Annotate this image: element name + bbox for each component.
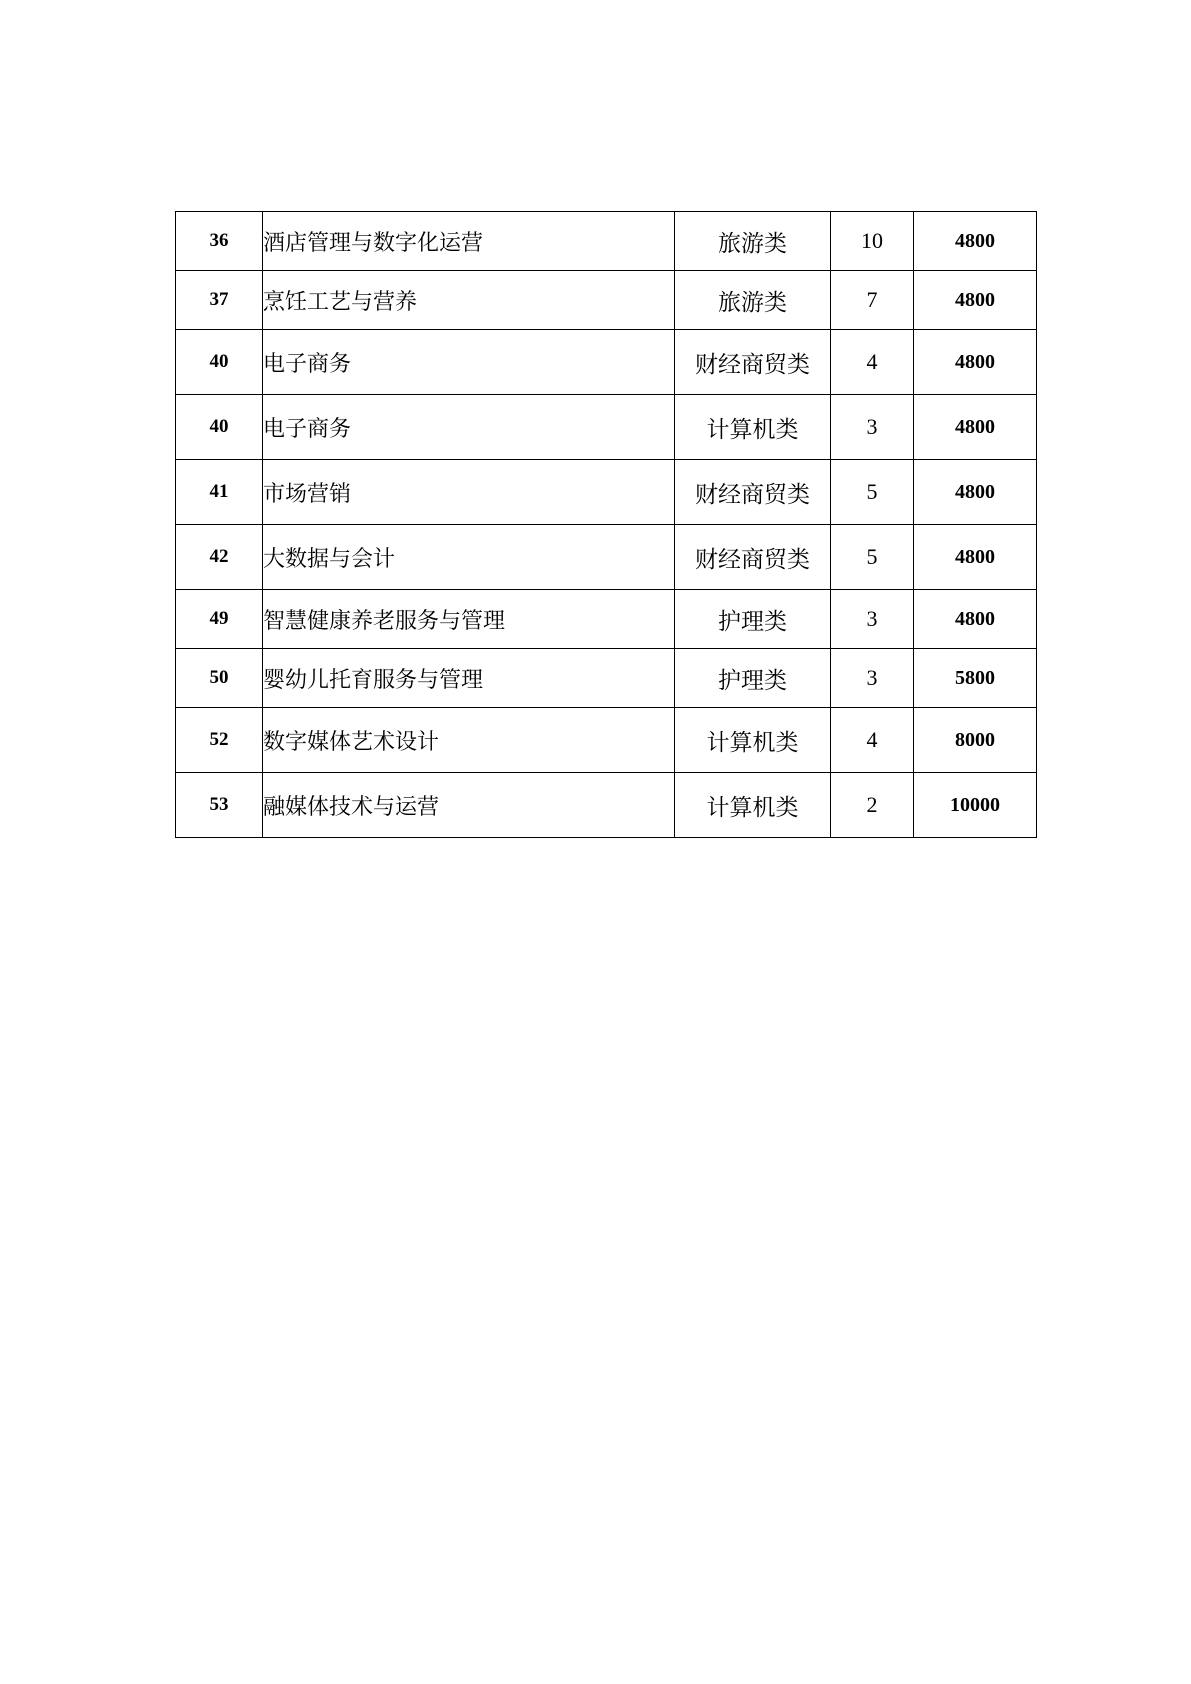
- tuition-fee: 4800: [914, 590, 1037, 649]
- major-category: 财经商贸类: [675, 330, 831, 395]
- tuition-fee: 8000: [914, 708, 1037, 773]
- row-number: 40: [176, 330, 263, 395]
- major-name: 婴幼儿托育服务与管理: [263, 649, 675, 708]
- major-category: 计算机类: [675, 773, 831, 838]
- major-category: 计算机类: [675, 395, 831, 460]
- table-row: [176, 708, 1037, 773]
- row-number: 41: [176, 460, 263, 525]
- major-name: 烹饪工艺与营养: [263, 271, 675, 330]
- major-category: 旅游类: [675, 212, 831, 271]
- major-name: 数字媒体艺术设计: [263, 708, 675, 773]
- row-number: 49: [176, 590, 263, 649]
- major-name: 市场营销: [263, 460, 675, 525]
- tuition-fee: 4800: [914, 395, 1037, 460]
- table-row: [176, 330, 1037, 395]
- table-row: [176, 649, 1037, 708]
- plan-count: 3: [831, 395, 914, 460]
- plan-count: 5: [831, 525, 914, 590]
- major-category: 计算机类: [675, 708, 831, 773]
- row-number: 37: [176, 271, 263, 330]
- major-name: 大数据与会计: [263, 525, 675, 590]
- tuition-fee: 4800: [914, 330, 1037, 395]
- plan-count: 10: [831, 212, 914, 271]
- table-row: [176, 773, 1037, 838]
- tuition-fee: 4800: [914, 525, 1037, 590]
- major-category: 旅游类: [675, 271, 831, 330]
- tuition-fee: 5800: [914, 649, 1037, 708]
- major-category: 护理类: [675, 590, 831, 649]
- table-row: [176, 271, 1037, 330]
- tuition-fee: 4800: [914, 212, 1037, 271]
- major-category: 财经商贸类: [675, 525, 831, 590]
- plan-count: 7: [831, 271, 914, 330]
- major-name: 酒店管理与数字化运营: [263, 212, 675, 271]
- plan-count: 3: [831, 649, 914, 708]
- row-number: 36: [176, 212, 263, 271]
- row-number: 53: [176, 773, 263, 838]
- major-category: 财经商贸类: [675, 460, 831, 525]
- major-name: 智慧健康养老服务与管理: [263, 590, 675, 649]
- table-row: [176, 212, 1037, 271]
- plan-count: 5: [831, 460, 914, 525]
- major-name: 融媒体技术与运营: [263, 773, 675, 838]
- major-name: 电子商务: [263, 330, 675, 395]
- plan-count: 3: [831, 590, 914, 649]
- row-number: 50: [176, 649, 263, 708]
- table-row: [176, 590, 1037, 649]
- plan-count: 4: [831, 330, 914, 395]
- table-row: [176, 460, 1037, 525]
- table-row: [176, 395, 1037, 460]
- tuition-fee: 4800: [914, 271, 1037, 330]
- tuition-fee: 4800: [914, 460, 1037, 525]
- major-category: 护理类: [675, 649, 831, 708]
- row-number: 52: [176, 708, 263, 773]
- table-row: [176, 525, 1037, 590]
- enrollment-table: [175, 211, 1037, 838]
- row-number: 42: [176, 525, 263, 590]
- plan-count: 4: [831, 708, 914, 773]
- major-name: 电子商务: [263, 395, 675, 460]
- plan-count: 2: [831, 773, 914, 838]
- row-number: 40: [176, 395, 263, 460]
- tuition-fee: 10000: [914, 773, 1037, 838]
